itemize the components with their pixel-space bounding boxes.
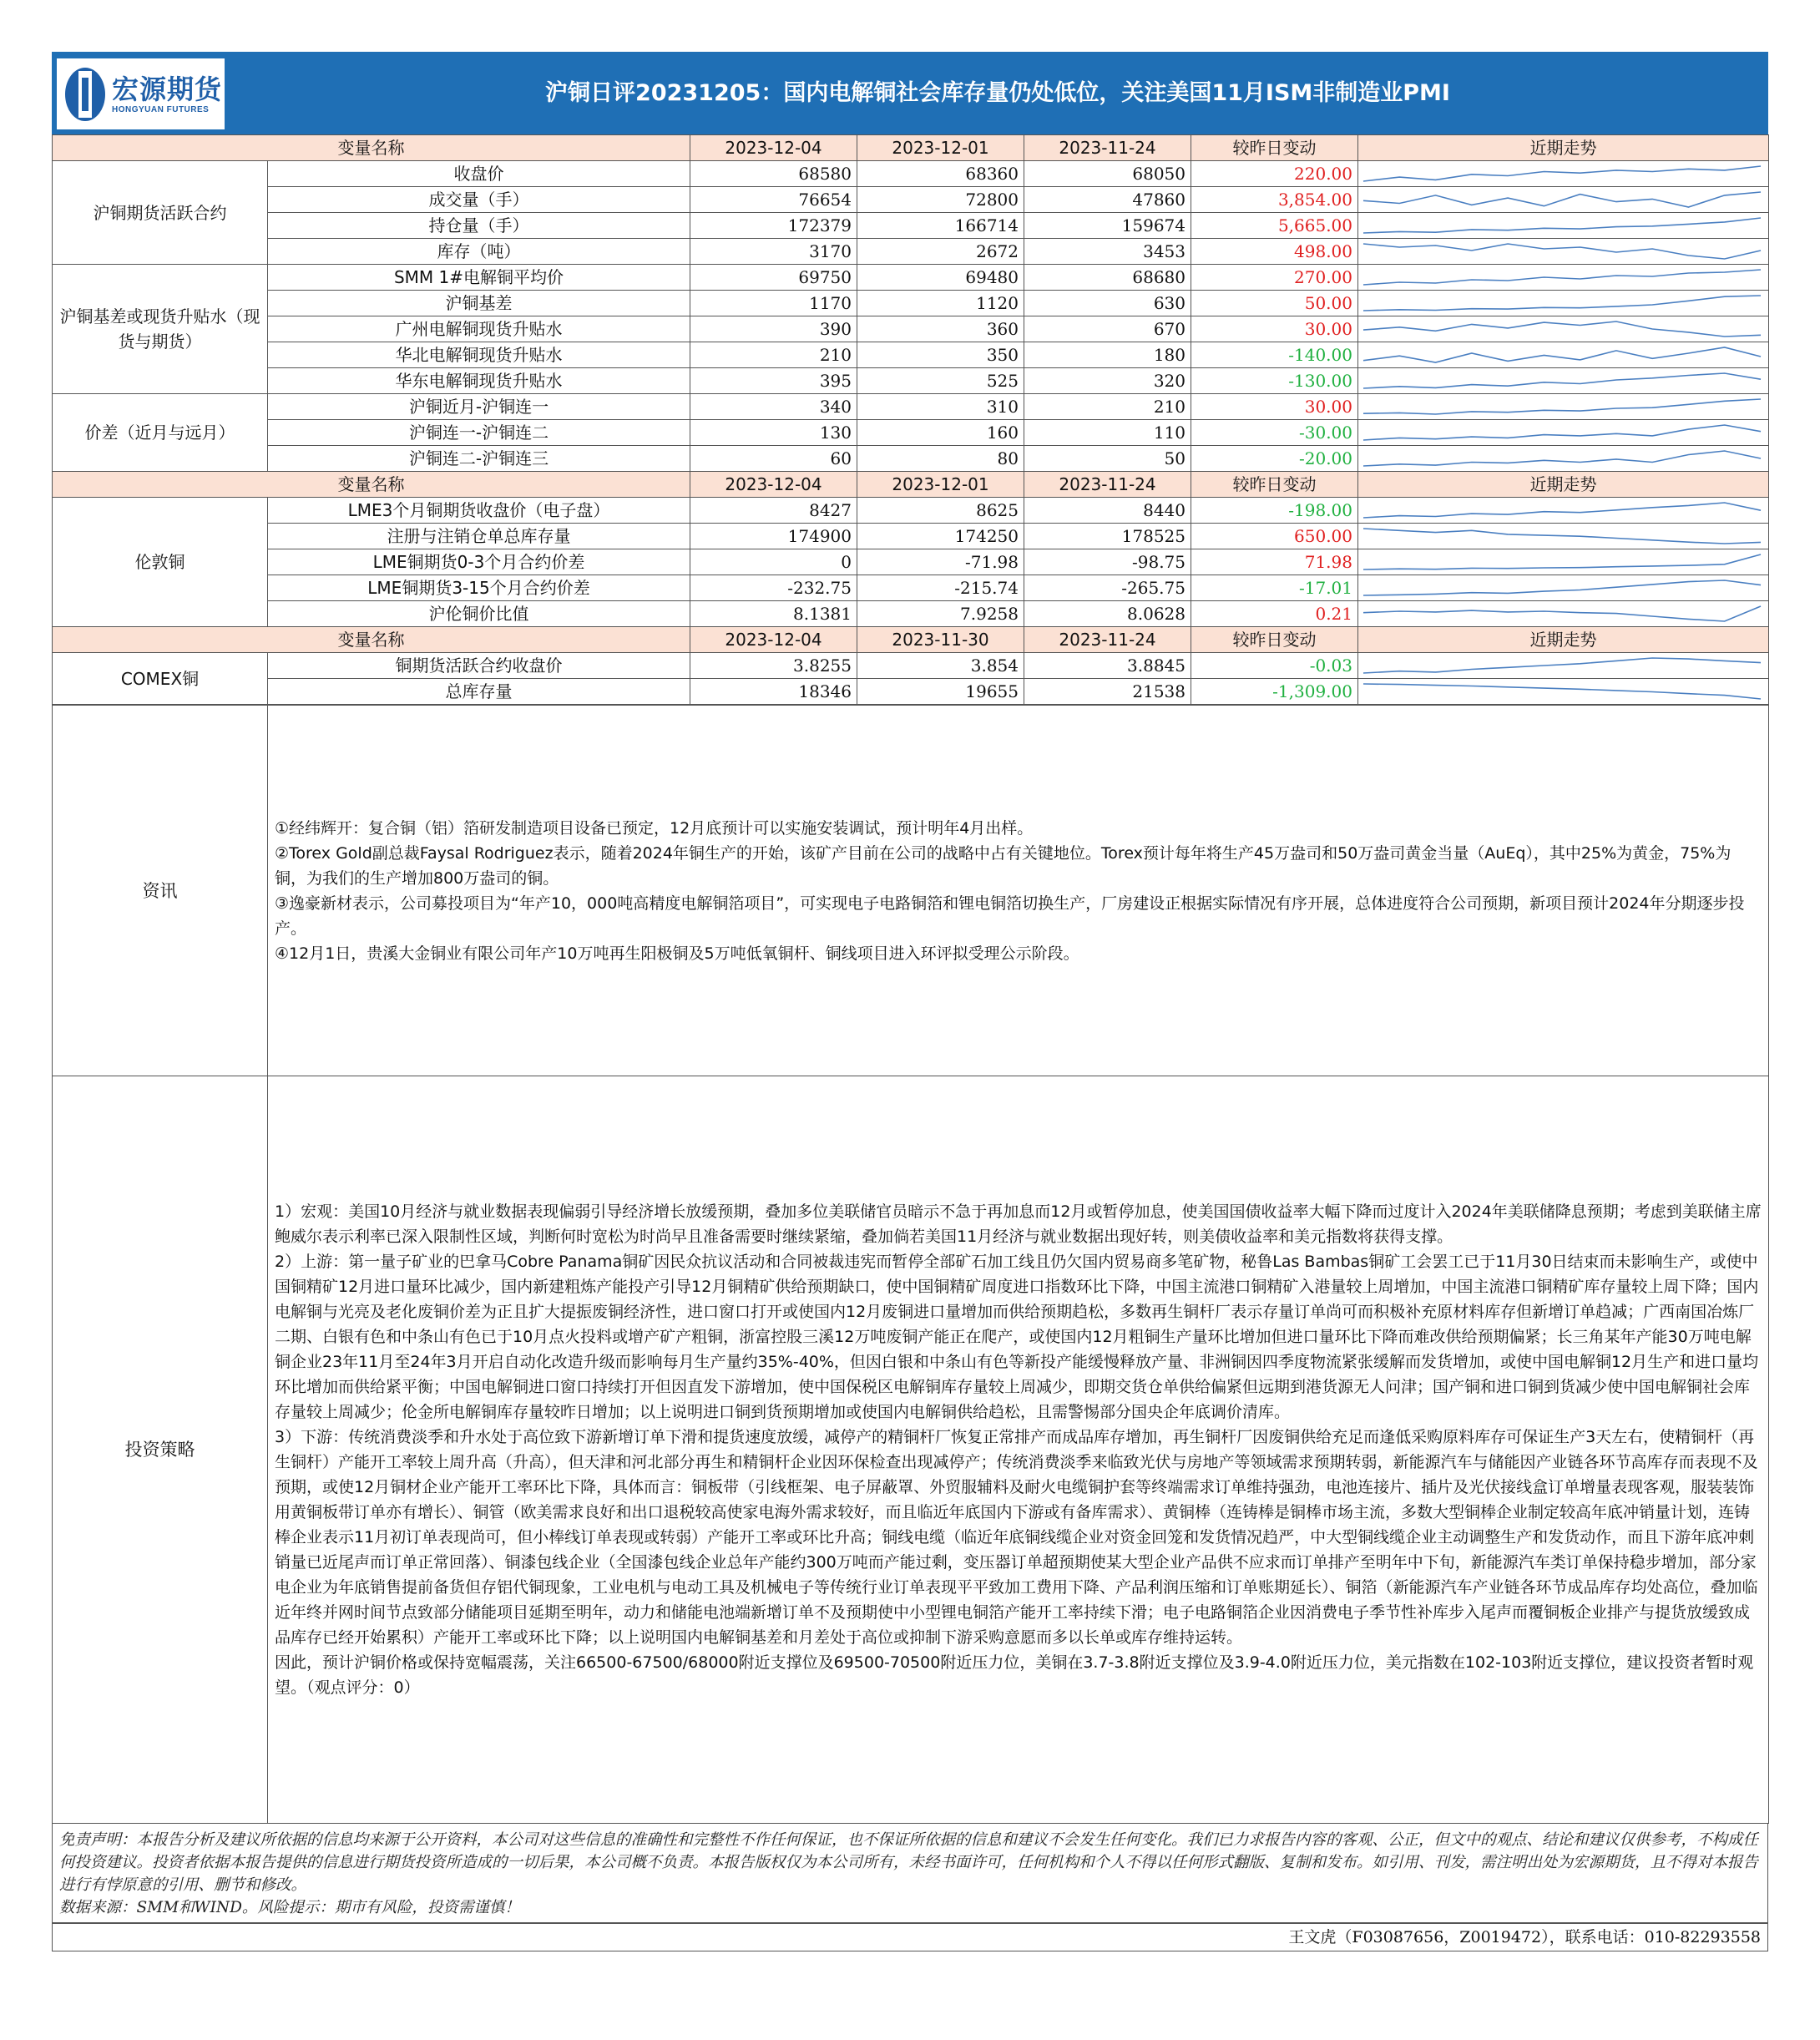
column-header-variable: 变量名称	[53, 135, 690, 161]
sparkline-cell	[1358, 368, 1769, 394]
section-header-row	[53, 135, 1769, 161]
value-cell: 0	[690, 549, 857, 575]
sparkline-chart	[1362, 499, 1762, 521]
sparkline-cell	[1358, 446, 1769, 472]
value-cell: 172379	[690, 213, 857, 239]
variable-name: 收盘价	[268, 161, 690, 187]
sparkline-chart	[1362, 396, 1762, 418]
variable-name: 总库存量	[268, 679, 690, 705]
strategy-conclusion: 因此，预计沪铜价格或保持宽幅震荡，关注66500-67500/68000附近支撑位及69500-70500附近压力位，美铜在3.7-3.8附近支撑位及3.9-4.0附近压力位，美元指数在102-103附近支撑位，建议投资者暂时观望。（观点评分：0）	[275, 1653, 1754, 1697]
sparkline-cell	[1358, 394, 1769, 420]
value-cell: 60	[690, 446, 857, 472]
variable-name: 广州电解铜现货升贴水	[268, 316, 690, 342]
section-header-row	[53, 472, 1769, 498]
column-header-trend: 近期走势	[1358, 627, 1769, 653]
news-item: ②Torex Gold副总裁Faysal Rodriguez表示，随着2024年铜生产的开始，该矿产目前在公司的战略中占有关键地位。Torex预计每年将生产45万盎司和50万盎司黄金当量（AuEq），其中25%为黄金，75%为铜，为我们的生产增加800万盎司的铜。	[275, 843, 1732, 888]
sparkline-chart	[1362, 655, 1762, 676]
variable-name: 华东电解铜现货升贴水	[268, 368, 690, 394]
variable-name: SMM 1#电解铜平均价	[268, 265, 690, 291]
sparkline-chart	[1362, 292, 1762, 314]
change-cell: 5,665.00	[1191, 213, 1358, 239]
change-cell: 650.00	[1191, 524, 1358, 549]
column-header-date: 2023-12-04	[690, 135, 857, 161]
column-header-date: 2023-11-24	[1024, 472, 1191, 498]
sparkline-chart	[1362, 266, 1762, 288]
table-row	[53, 679, 1769, 705]
table-row	[53, 316, 1769, 342]
change-cell: -17.01	[1191, 575, 1358, 601]
value-cell: -232.75	[690, 575, 857, 601]
hongyuan-logo-icon	[63, 66, 107, 123]
value-cell: 8427	[690, 498, 857, 524]
value-cell: 69750	[690, 265, 857, 291]
sparkline-cell	[1358, 498, 1769, 524]
table-row	[53, 187, 1769, 213]
table-row	[53, 213, 1769, 239]
column-header-trend: 近期走势	[1358, 135, 1769, 161]
variable-name: 注册与注销仓单总库存量	[268, 524, 690, 549]
column-header-change: 较昨日变动	[1191, 472, 1358, 498]
group-name: 伦敦铜	[53, 498, 268, 627]
sparkline-cell	[1358, 213, 1769, 239]
sparkline-series	[1363, 166, 1761, 181]
variable-name: 沪铜连二-沪铜连三	[268, 446, 690, 472]
value-cell: 2672	[857, 239, 1024, 265]
value-cell: 1120	[857, 291, 1024, 316]
value-cell: 3170	[690, 239, 857, 265]
change-cell: -130.00	[1191, 368, 1358, 394]
sparkline-cell	[1358, 679, 1769, 705]
sparkline-cell	[1358, 265, 1769, 291]
value-cell: -215.74	[857, 575, 1024, 601]
variable-name: 沪伦铜价比值	[268, 601, 690, 627]
column-header-date: 2023-11-30	[857, 627, 1024, 653]
logo-chinese-name: 宏源期货	[112, 73, 223, 105]
news-label: 资讯	[53, 706, 268, 1076]
sparkline-chart	[1362, 189, 1762, 210]
sparkline-chart	[1362, 344, 1762, 366]
value-cell: 166714	[857, 213, 1024, 239]
change-cell: 3,854.00	[1191, 187, 1358, 213]
value-cell: 395	[690, 368, 857, 394]
sparkline-series	[1363, 373, 1761, 388]
sparkline-series	[1363, 296, 1761, 311]
disclaimer	[52, 1824, 1768, 1923]
sparkline-chart	[1362, 603, 1762, 625]
value-cell: 130	[690, 420, 857, 446]
value-cell: 3.8845	[1024, 653, 1191, 679]
group-name: 沪铜期货活跃合约	[53, 161, 268, 265]
table-row	[53, 653, 1769, 679]
value-cell: 310	[857, 394, 1024, 420]
sparkline-series	[1363, 347, 1761, 362]
column-header-trend: 近期走势	[1358, 472, 1769, 498]
change-cell: 30.00	[1191, 316, 1358, 342]
sparkline-cell	[1358, 601, 1769, 627]
variable-name: 成交量（手）	[268, 187, 690, 213]
variable-name: 沪铜近月-沪铜连一	[268, 394, 690, 420]
sparkline-chart	[1362, 448, 1762, 469]
table-row	[53, 291, 1769, 316]
data-table	[52, 134, 1769, 705]
column-header-date: 2023-11-24	[1024, 627, 1191, 653]
sparkline-cell	[1358, 161, 1769, 187]
column-header-date: 2023-12-04	[690, 627, 857, 653]
strategy-macro: 1）宏观：美国10月经济与就业数据表现偏弱引导经济增长放缓预期，叠加多位美联储官员暗示不急于再加息而12月或暂停加息，使美国国债收益率大幅下降而过度计入2024年美联储降息预期；考虑到美联储主席鲍威尔表示利率已深入限制性区域，判断何时宽松为时尚早且准备需要时继续紧缩，叠加倘若美国11月经济与就业数据出现好转，则美债收益率和美元指数将获得支撑。	[275, 1202, 1762, 1246]
table-row	[53, 342, 1769, 368]
value-cell: 19655	[857, 679, 1024, 705]
value-cell: -71.98	[857, 549, 1024, 575]
report-title: 沪铜日评20231205：国内电解铜社会库存量仍处低位，关注美国11月ISM非制造业PMI	[545, 80, 1450, 106]
value-cell: 340	[690, 394, 857, 420]
group-name: COMEX铜	[53, 653, 268, 705]
sparkline-chart	[1362, 681, 1762, 702]
table-row	[53, 394, 1769, 420]
sparkline-cell	[1358, 291, 1769, 316]
value-cell: 8.0628	[1024, 601, 1191, 627]
value-cell: 7.9258	[857, 601, 1024, 627]
change-cell: 220.00	[1191, 161, 1358, 187]
variable-name: 持仓量（手）	[268, 213, 690, 239]
value-cell: 1170	[690, 291, 857, 316]
change-cell: -198.00	[1191, 498, 1358, 524]
column-header-date: 2023-12-01	[857, 135, 1024, 161]
change-cell: -20.00	[1191, 446, 1358, 472]
sparkline-series	[1363, 451, 1761, 466]
sparkline-cell	[1358, 653, 1769, 679]
sparkline-series	[1363, 425, 1761, 440]
value-cell: 174900	[690, 524, 857, 549]
column-header-change: 较昨日变动	[1191, 135, 1358, 161]
analyst-contact: 王文虎（F03087656，Z0019472），联系电话：010-82293558	[52, 1923, 1768, 1951]
value-cell: 72800	[857, 187, 1024, 213]
value-cell: 68050	[1024, 161, 1191, 187]
column-header-variable: 变量名称	[53, 472, 690, 498]
table-row	[53, 420, 1769, 446]
news-content	[268, 706, 1769, 1076]
sparkline-chart	[1362, 240, 1762, 262]
variable-name: LME铜期货3-15个月合约价差	[268, 575, 690, 601]
value-cell: 360	[857, 316, 1024, 342]
change-cell: 498.00	[1191, 239, 1358, 265]
sparkline-series	[1363, 399, 1761, 414]
sparkline-series	[1363, 503, 1761, 518]
value-cell: 50	[1024, 446, 1191, 472]
value-cell: 18346	[690, 679, 857, 705]
sparkline-series	[1363, 321, 1761, 337]
sparkline-series	[1363, 192, 1761, 207]
value-cell: 68360	[857, 161, 1024, 187]
sparkline-chart	[1362, 215, 1762, 236]
variable-name: 沪铜连一-沪铜连二	[268, 420, 690, 446]
variable-name: 铜期货活跃合约收盘价	[268, 653, 690, 679]
value-cell: 69480	[857, 265, 1024, 291]
value-cell: 80	[857, 446, 1024, 472]
report-page	[52, 52, 1768, 1951]
section-header-row	[53, 627, 1769, 653]
table-row	[53, 161, 1769, 187]
sparkline-chart	[1362, 163, 1762, 185]
sparkline-cell	[1358, 187, 1769, 213]
sparkline-series	[1363, 218, 1761, 233]
column-header-date: 2023-12-04	[690, 472, 857, 498]
sparkline-series	[1363, 658, 1761, 673]
table-row	[53, 524, 1769, 549]
value-cell: 178525	[1024, 524, 1191, 549]
change-cell: 0.21	[1191, 601, 1358, 627]
value-cell: 159674	[1024, 213, 1191, 239]
table-row	[53, 601, 1769, 627]
value-cell: 525	[857, 368, 1024, 394]
column-header-change: 较昨日变动	[1191, 627, 1358, 653]
value-cell: 3453	[1024, 239, 1191, 265]
value-cell: 210	[1024, 394, 1191, 420]
sparkline-chart	[1362, 525, 1762, 547]
change-cell: -140.00	[1191, 342, 1358, 368]
group-name: 价差（近月与远月）	[53, 394, 268, 472]
news-item: ③逸豪新材表示，公司募投项目为“年产10，000吨高精度电解铜箔项目”，可实现电子电路铜箔和锂电铜箔切换生产，厂房建设正根据实际情况有序开展，总体进度符合公司预期，新项目预计2024年分期逐步投产。	[275, 893, 1745, 938]
change-cell: -1,309.00	[1191, 679, 1358, 705]
sparkline-cell	[1358, 316, 1769, 342]
variable-name: LME铜期货0-3个月合约价差	[268, 549, 690, 575]
value-cell: 320	[1024, 368, 1191, 394]
sparkline-series	[1363, 529, 1761, 544]
value-cell: 390	[690, 316, 857, 342]
value-cell: 3.854	[857, 653, 1024, 679]
table-row	[53, 265, 1769, 291]
value-cell: 350	[857, 342, 1024, 368]
column-header-variable: 变量名称	[53, 627, 690, 653]
change-cell: -0.03	[1191, 653, 1358, 679]
table-row	[53, 498, 1769, 524]
value-cell: 68680	[1024, 265, 1191, 291]
value-cell: 670	[1024, 316, 1191, 342]
change-cell: 270.00	[1191, 265, 1358, 291]
value-cell: 21538	[1024, 679, 1191, 705]
table-row	[53, 368, 1769, 394]
sparkline-series	[1363, 684, 1761, 699]
logo-english-name: HONGYUAN FUTURES	[112, 105, 210, 114]
sparkline-series	[1363, 244, 1761, 259]
strategy-downstream: 3）下游：传统消费淡季和升水处于高位致下游新增订单下滑和提货速度放缓，减停产的精铜杆厂恢复正常排产而成品库存增加，再生铜杆厂因废铜供给充足而逢低采购原料库存可保证生产3天左右，使精铜杆（再生铜杆）产能开工率较上周升高（升高），但天津和河北部分再生和精铜杆企业因环保检查出现减停产；传统消费淡季来临致光伏与房地产等领域需求预期转弱，新能源汽车与储能因产业链各环节高库存而表现不及预期，或使12月铜材企业产能开工率环比下降，具体而言：铜板带（引线框架、电子屏蔽罩、外贸服辅料及耐火电缆铜护套等终端需求订单维持强劲，电池连接片、插片及光伏接线盒订单增量表现客观，服装装饰用黄铜板带订单亦有增长）、铜管（欧美需求良好和出口退税较高使家电海外需求较好，而且临近年底国内下游或有备库需求）、黄铜棒（连铸棒是铜棒市场主流，多数大型铜棒企业制定较高年底冲销量计划，连铸棒企业表示11月初订单表现尚可，但小棒线订单表现或转弱）产能开工率或环比升高；铜线电缆（临近年底铜线缆企业对资金回笼和发货情况趋严，中大型铜线缆企业主动调整生产和发货动作，而且下游年底冲刺销量已近尾声而订单正常回落）、铜漆包线企业（全国漆包线企业总年产能约300万吨而产能过剩，变压器订单超预期使某大型企业产品供不应求而订单排产至明年中下旬，新能源汽车类订单保持稳步增加，部分家电企业为年底销售提前备货但存铝代铜现象，工业电机与电动工具及机械电子等传统行业订单表现平平致加工费用下降、产品利润压缩和订单账期延长）、铜箔（新能源汽车产业链各环节成品库存均处高位，叠加临近年终并网时间节点致部分储能项目延期至明年，动力和储能电池端新增订单不及预期使中小型锂电铜箔产能开工率持续下滑；电子电路铜箔企业因消费电子季节性补库步入尾声而覆铜板企业排产与提货放缓致成品库存已经开始累积）产能开工率或环比下降；以上说明国内电解铜基差和月差处于高位或抑制下游采购意愿而多以长单或库存维持运转。	[275, 1428, 1758, 1647]
value-cell: 110	[1024, 420, 1191, 446]
sparkline-chart	[1362, 422, 1762, 443]
value-cell: 8625	[857, 498, 1024, 524]
value-cell: 76654	[690, 187, 857, 213]
sparkline-chart	[1362, 577, 1762, 599]
sparkline-cell	[1358, 239, 1769, 265]
news-item: ①经纬辉开：复合铜（铝）箔研发制造项目设备已预定，12月底预计可以实施安装调试，预计明年4月出样。	[275, 818, 1034, 838]
table-row	[53, 575, 1769, 601]
sparkline-series	[1363, 554, 1761, 569]
strategy-upstream: 2）上游：第一量子矿业的巴拿马Cobre Panama铜矿因民众抗议活动和合同被裁违宪而暂停全部矿石加工线且仍欠国内贸易商多笔矿物，秘鲁Las Bambas铜矿工会罢工已于11月30日结束而未影响生产，或使中国铜精矿12月进口量环比减少，国内新建粗炼产能投产引导12月铜精矿供给预期缺口，使中国铜精矿周度进口指数环比下降，中国主流港口铜精矿入港量较上周增加，中国主流港口铜精矿库存量较上周下降；国内电解铜与光亮及老化废铜价差为正且扩大提振废铜经济性，进口窗口打开或使国内12月废铜进口量增加而供给预期趋松，多数再生铜杆厂表示存量订单尚可而积极补充原材料库存但新增订单趋减；广西南国冶炼厂二期、白银有色和中条山有色已于10月点火投料或增产矿产粗铜，浙富控股三溪12万吨废铜产能正在爬产，或使国内12月粗铜生产量环比增加但进口量环比下降而难改供给预期偏紧；长三角某年产能30万吨电解铜企业23年11月至24年3月开启自动化改造升级而影响每月生产量约35%-40%，但因白银和中条山有色等新投产能缓慢释放产量、非洲铜因四季度物流紧张缓解而发货增加，或使中国电解铜12月生产和进口量均环比增加而供给紧平衡；中国电解铜进口窗口持续打开但因直发下游增加，使中国保税区电解铜库存量较上周减少，即期交货仓单供给偏紧但远期到港货源无人问津；国产铜和进口铜到货减少使中国电解铜社会库存量较上周减少；伦金所电解铜库存量较昨日增加；以上说明进口铜到货预期增加或使国内电解铜供给趋松，且需警惕部分国央企年底调价清库。	[275, 1253, 1759, 1421]
sparkline-series	[1363, 580, 1761, 595]
sparkline-series	[1363, 606, 1761, 621]
value-cell: 630	[1024, 291, 1191, 316]
change-cell: 50.00	[1191, 291, 1358, 316]
variable-name: 库存（吨）	[268, 239, 690, 265]
data-source-note: 数据来源：SMM和WIND。风险提示：期市有风险，投资需谨慎！	[59, 1899, 520, 1916]
value-cell: 180	[1024, 342, 1191, 368]
sparkline-chart	[1362, 370, 1762, 392]
value-cell: 47860	[1024, 187, 1191, 213]
strategy-content	[268, 1076, 1769, 1824]
sparkline-cell	[1358, 342, 1769, 368]
value-cell: 210	[690, 342, 857, 368]
news-item: ④12月1日，贵溪大金铜业有限公司年产10万吨再生阳极铜及5万吨低氧铜杆、铜线项目进入环评拟受理公示阶段。	[275, 944, 1079, 963]
company-logo	[57, 58, 225, 129]
variable-name: 沪铜基差	[268, 291, 690, 316]
value-cell: -265.75	[1024, 575, 1191, 601]
sparkline-series	[1363, 270, 1761, 285]
sparkline-cell	[1358, 549, 1769, 575]
report-header	[52, 52, 1768, 134]
sparkline-cell	[1358, 575, 1769, 601]
sparkline-cell	[1358, 420, 1769, 446]
table-row	[53, 446, 1769, 472]
group-name: 沪铜基差或现货升贴水（现货与期货）	[53, 265, 268, 394]
value-cell: -98.75	[1024, 549, 1191, 575]
value-cell: 174250	[857, 524, 1024, 549]
value-cell: 8440	[1024, 498, 1191, 524]
sparkline-chart	[1362, 318, 1762, 340]
column-header-date: 2023-12-01	[857, 472, 1024, 498]
value-cell: 8.1381	[690, 601, 857, 627]
disclaimer-text: 免责声明：本报告分析及建议所依据的信息均来源于公开资料，本公司对这些信息的准确性和完整性不作任何保证，也不保证所依据的信息和建议不会发生任何变化。我们已力求报告内容的客观、公正，但文中的观点、结论和建议仅供参考，不构成任何投资建议。投资者依据本报告提供的信息进行期货投资所造成的一切后果，本公司概不负责。本报告版权仅为本公司所有，未经书面许可，任何机构和个人不得以任何形式翻版、复制和发布。如引用、刊发，需注明出处为宏源期货，且不得对本报告进行有悖原意的引用、删节和修改。	[59, 1831, 1759, 1894]
change-cell: 30.00	[1191, 394, 1358, 420]
sparkline-chart	[1362, 551, 1762, 573]
variable-name: 华北电解铜现货升贴水	[268, 342, 690, 368]
change-cell: -30.00	[1191, 420, 1358, 446]
column-header-date: 2023-11-24	[1024, 135, 1191, 161]
value-cell: 68580	[690, 161, 857, 187]
sparkline-cell	[1358, 524, 1769, 549]
value-cell: 3.8255	[690, 653, 857, 679]
value-cell: 160	[857, 420, 1024, 446]
table-row	[53, 239, 1769, 265]
variable-name: LME3个月铜期货收盘价（电子盘）	[268, 498, 690, 524]
change-cell: 71.98	[1191, 549, 1358, 575]
strategy-label: 投资策略	[53, 1076, 268, 1824]
table-row	[53, 549, 1769, 575]
commentary-table	[52, 705, 1769, 1824]
